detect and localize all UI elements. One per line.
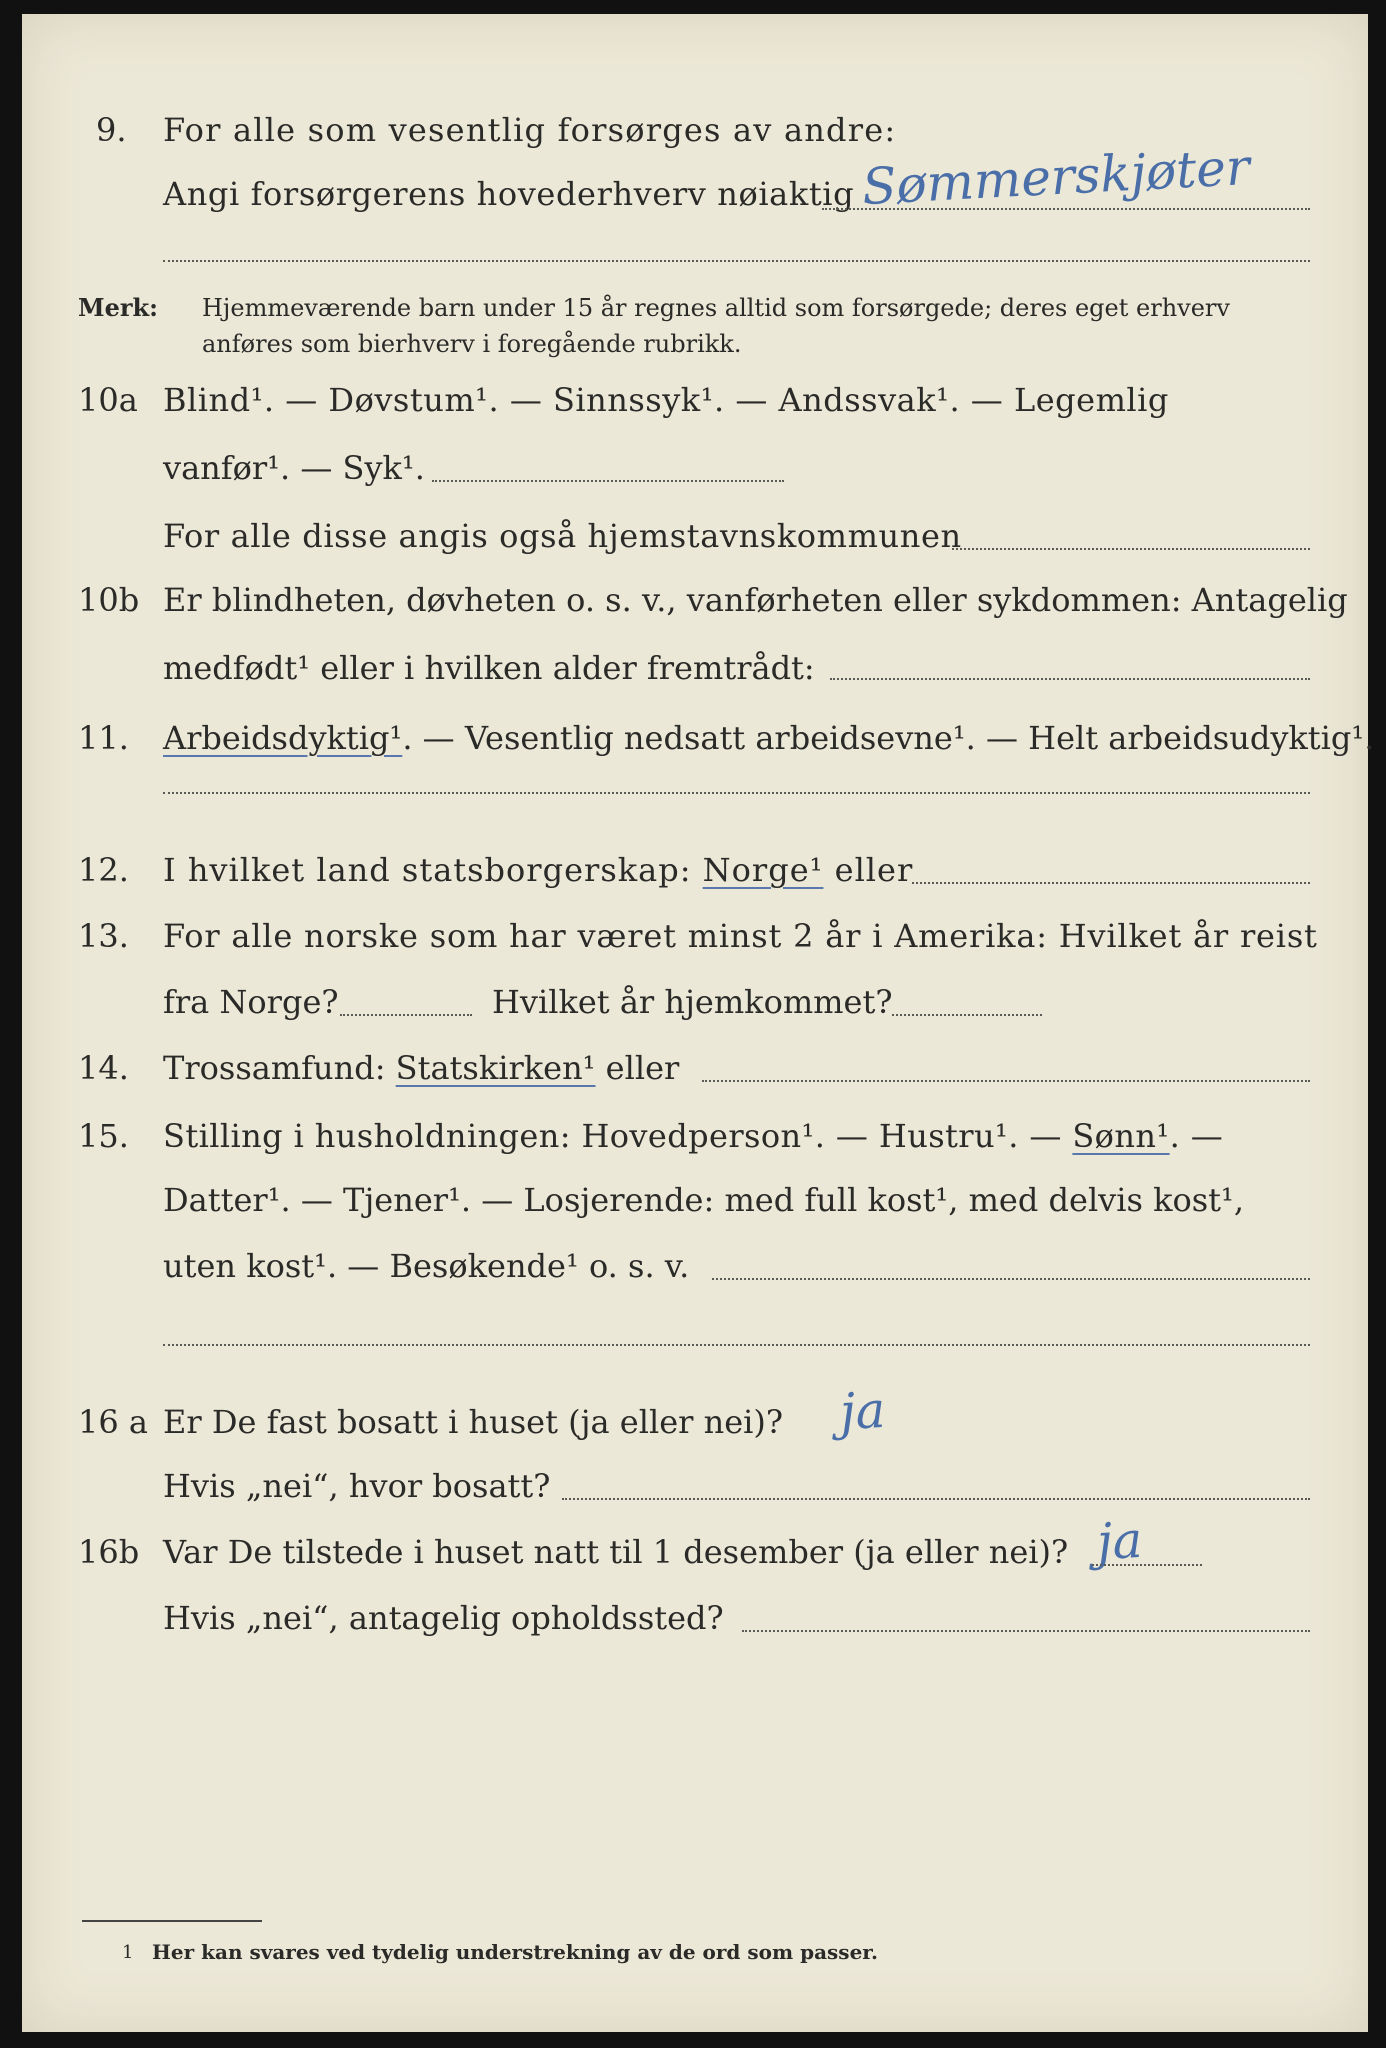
q14-pre: Trossamfund: (163, 1049, 386, 1087)
q16b-handwritten-answer: ja (1095, 1510, 1144, 1572)
q15-selected-option: Sønn¹ (1072, 1117, 1170, 1155)
q16b-opholdssted-line (742, 1630, 1310, 1632)
q12-number: 12. (78, 851, 129, 889)
q14-post: eller (605, 1049, 680, 1087)
q14-selected-option: Statskirken¹ (395, 1049, 596, 1087)
q15-line1a: Stilling i husholdningen: Hovedperson¹. — Hustru¹. — (163, 1117, 1062, 1155)
footnote-rule (82, 1920, 262, 1922)
q11-rest: . — Vesentlig nedsatt arbeidsevne¹. — Helt arbeidsudyktig¹. (402, 719, 1375, 757)
q10a-syk-line (432, 480, 784, 482)
q15-number: 15. (78, 1117, 129, 1155)
q11-text (163, 719, 1375, 757)
q15-line1b: . — (1169, 1117, 1224, 1155)
q10b-number: 10b (78, 581, 140, 619)
q10a-line1: Blind¹. — Døvstum¹. — Sinnssyk¹. — Andssvak¹. — Legemlig (163, 381, 1169, 419)
form-sheet (22, 14, 1375, 2032)
q11-answer-line (163, 792, 1310, 794)
q15-line3: uten kost¹. — Besøkende¹ o. s. v. (163, 1247, 690, 1285)
q12-post: eller (834, 851, 914, 889)
q13-hjemkommet-line (892, 1014, 1042, 1016)
q15-extra-line (163, 1344, 1310, 1346)
q15-line1 (163, 1117, 1224, 1155)
q16a-number: 16 a (78, 1403, 148, 1441)
q13-line1: For alle norske som har været minst 2 år i Amerika: Hvilket år reist (163, 917, 1318, 955)
q14-text (163, 1049, 680, 1087)
merk-label: Merk: (78, 293, 158, 322)
q13-reist-line (340, 1014, 472, 1016)
q10a-number: 10a (78, 381, 138, 419)
q10b-line1: Er blindheten, døvheten o. s. v., vanførheten eller sykdommen: Antagelig (163, 581, 1348, 619)
q16a-handwritten-answer: ja (838, 1380, 887, 1442)
q16b-line2: Hvis „nei“, antagelig opholdssted? (163, 1599, 724, 1637)
merk-line1: Hjemmeværende barn under 15 år regnes alltid som forsørgede; deres eget erhverv (202, 294, 1230, 322)
q14-number: 14. (78, 1049, 129, 1087)
q9-number: 9. (96, 111, 127, 149)
q10a-kommune-line (952, 548, 1310, 550)
q13-number: 13. (78, 917, 129, 955)
q16b-answer-line (1092, 1564, 1202, 1566)
q11-number: 11. (78, 719, 129, 757)
q9-extra-line (163, 260, 1310, 262)
q13-line2b: Hvilket år hjemkommet? (492, 983, 893, 1021)
q16a-line2: Hvis „nei“, hvor bosatt? (163, 1467, 551, 1505)
q10b-line2: medfødt¹ eller i hvilken alder fremtrådt: (163, 649, 815, 687)
merk-line2: anføres som bierhverv i foregående rubrikk. (202, 330, 742, 358)
q15-line2: Datter¹. — Tjener¹. — Losjerende: med full kost¹, med delvis kost¹, (163, 1181, 1245, 1219)
q10a-line3: For alle disse angis også hjemstavnskommunen (163, 517, 962, 555)
q10b-answer-line (830, 678, 1310, 680)
footnote-mark: 1 (122, 1942, 134, 1963)
q15-answer-line (712, 1278, 1310, 1280)
q9-line1: For alle som vesentlig forsørges av andre: (163, 111, 897, 149)
q12-text (163, 851, 914, 889)
footnote-text: Her kan svares ved tydelig understrekning av de ord som passer. (152, 1940, 878, 1964)
q9-line2: Angi forsørgerens hovederhverv nøiaktig (163, 175, 855, 213)
q16a-line1: Er De fast bosatt i huset (ja eller nei)? (163, 1403, 784, 1441)
q14-answer-line (702, 1080, 1310, 1082)
q16a-answer-line (562, 1498, 1310, 1500)
q12-answer-line (912, 882, 1310, 884)
q16b-number: 16b (78, 1533, 140, 1571)
q9-handwritten-answer: Sømmerskjøter (860, 137, 1252, 217)
q10a-line2: vanfør¹. — Syk¹. (163, 449, 425, 487)
q16b-line1: Var De tilstede i huset natt til 1 desember (ja eller nei)? (163, 1533, 1069, 1571)
q13-line2a: fra Norge? (163, 983, 339, 1021)
q11-selected-option: Arbeidsdyktig¹ (163, 719, 403, 757)
q12-selected-option: Norge¹ (702, 851, 824, 889)
q12-pre: I hvilket land statsborgerskap: (163, 851, 692, 889)
